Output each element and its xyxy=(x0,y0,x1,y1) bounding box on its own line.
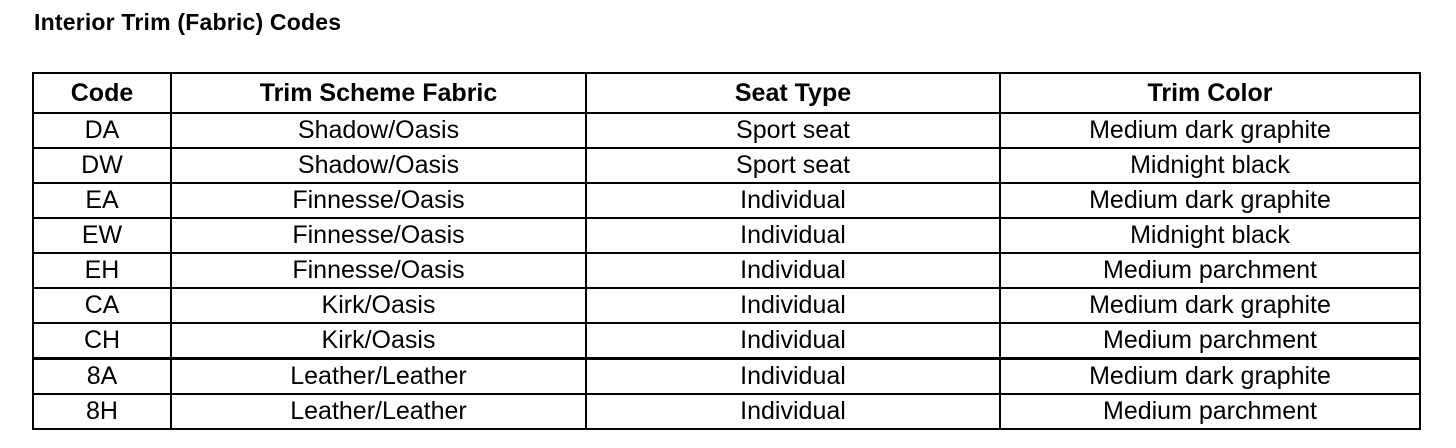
header-trim-color: Trim Color xyxy=(1000,73,1420,113)
cell-trim-color: Medium parchment xyxy=(1000,323,1420,359)
cell-trim-color: Medium dark graphite xyxy=(1000,183,1420,218)
cell-trim-scheme-fabric: Finnesse/Oasis xyxy=(171,218,586,253)
table-row xyxy=(33,323,1420,359)
cell-trim-color: Medium dark graphite xyxy=(1000,359,1420,395)
cell-trim-scheme-fabric: Leather/Leather xyxy=(171,394,586,429)
header-trim-scheme-fabric: Trim Scheme Fabric xyxy=(171,73,586,113)
table-row xyxy=(33,253,1420,288)
cell-seat-type: Sport seat xyxy=(586,113,1000,148)
cell-trim-color: Midnight black xyxy=(1000,148,1420,183)
cell-code: CA xyxy=(33,288,171,323)
cell-seat-type: Individual xyxy=(586,359,1000,395)
cell-trim-scheme-fabric: Leather/Leather xyxy=(171,359,586,395)
cell-trim-color: Medium parchment xyxy=(1000,253,1420,288)
table-row xyxy=(33,113,1420,148)
cell-code: DA xyxy=(33,113,171,148)
cell-seat-type: Individual xyxy=(586,183,1000,218)
cell-code: 8H xyxy=(33,394,171,429)
table-row xyxy=(33,394,1420,429)
cell-code: EH xyxy=(33,253,171,288)
cell-trim-color: Medium dark graphite xyxy=(1000,288,1420,323)
cell-seat-type: Individual xyxy=(586,253,1000,288)
cell-seat-type: Individual xyxy=(586,288,1000,323)
table-row xyxy=(33,218,1420,253)
cell-code: EA xyxy=(33,183,171,218)
table-row xyxy=(33,148,1420,183)
header-seat-type: Seat Type xyxy=(586,73,1000,113)
table-row xyxy=(33,288,1420,323)
trim-codes-table xyxy=(32,72,1421,430)
cell-trim-scheme-fabric: Kirk/Oasis xyxy=(171,288,586,323)
cell-trim-color: Medium dark graphite xyxy=(1000,113,1420,148)
cell-trim-scheme-fabric: Shadow/Oasis xyxy=(171,148,586,183)
table-row xyxy=(33,183,1420,218)
cell-seat-type: Individual xyxy=(586,218,1000,253)
table-row xyxy=(33,359,1420,395)
cell-trim-scheme-fabric: Finnesse/Oasis xyxy=(171,253,586,288)
cell-trim-scheme-fabric: Finnesse/Oasis xyxy=(171,183,586,218)
cell-trim-color: Medium parchment xyxy=(1000,394,1420,429)
cell-code: DW xyxy=(33,148,171,183)
cell-code: EW xyxy=(33,218,171,253)
cell-trim-color: Midnight black xyxy=(1000,218,1420,253)
cell-seat-type: Individual xyxy=(586,323,1000,359)
header-code: Code xyxy=(33,73,171,113)
table-header-row xyxy=(33,73,1420,113)
cell-trim-scheme-fabric: Shadow/Oasis xyxy=(171,113,586,148)
page-title: Interior Trim (Fabric) Codes xyxy=(34,9,342,35)
cell-trim-scheme-fabric: Kirk/Oasis xyxy=(171,323,586,359)
cell-code: CH xyxy=(33,323,171,359)
cell-seat-type: Individual xyxy=(586,394,1000,429)
cell-code: 8A xyxy=(33,359,171,395)
cell-seat-type: Sport seat xyxy=(586,148,1000,183)
